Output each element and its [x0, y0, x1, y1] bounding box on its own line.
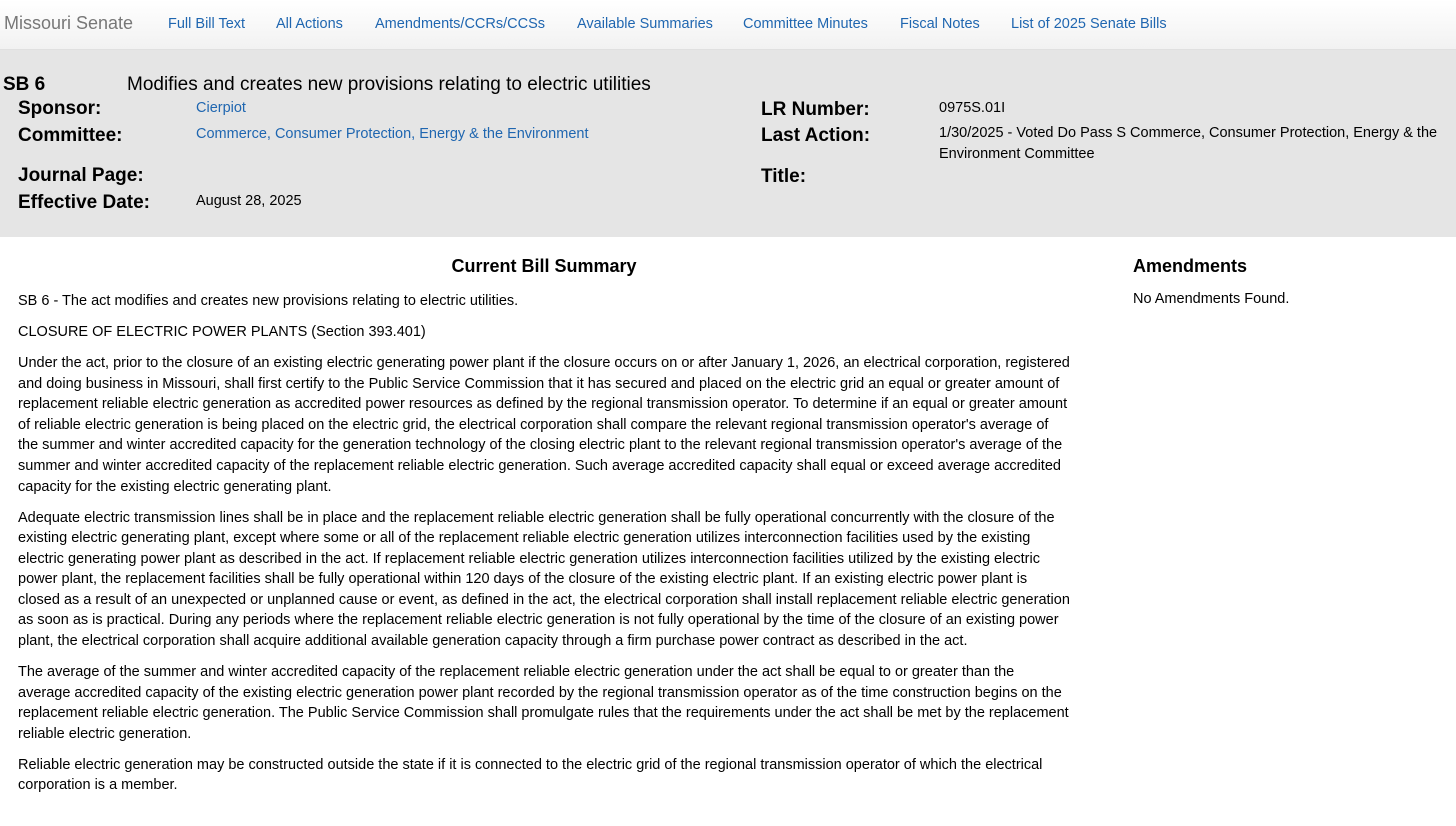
summary-paragraph: Reliable electric generation may be constructed outside the state if it is connected to the electric grid of the regional transmission operator of which the electrical corporation is a member. [18, 756, 1043, 794]
nav-link-senate-bills-list[interactable]: List of 2025 Senate Bills [1011, 16, 1167, 32]
nav-link-amendments[interactable]: Amendments/CCRs/CCSs [375, 16, 546, 32]
summary-paragraph: Under the act, prior to the closure of an existing electric generating power plant if the closure occurs on or after January 1, 2026, an electrical corporation, registered and doing business in Missouri, shall first certify to the Public Service Commission that it has secured and placed on the electric grid an equal or greater amount of replacement reliable electric generation as accredited power resources as defined by the regional transmission operator. To determine if an equal or greater amount of reliable electric generation is being placed on the electric grid, the electrical corporation shall compare the relevant regional transmission operator's average of the summer and winter accredited capacity for the generation technology of the closing electric plant to the relevant regional transmission operator's average of the summer and winter accredited capacity of the replacement reliable electric generation. Such average accredited capacity shall equal or exceed average accredited capacity for the existing electric generating plant. [18, 354, 1070, 495]
nav-link-committee-minutes[interactable]: Committee Minutes [743, 16, 868, 32]
summary-paragraph: CLOSURE OF ELECTRIC POWER PLANTS (Section 393.401) [18, 323, 426, 340]
bill-header [0, 50, 1456, 237]
lr-number-value: 0975S.01I [939, 100, 1006, 116]
nav-link-available-summaries[interactable]: Available Summaries [577, 16, 713, 32]
committee-label: Committee: [18, 125, 123, 146]
bill-summary-section [18, 256, 1070, 806]
summary-paragraph: SB 6 - The act modifies and creates new provisions relating to electric utilities. [18, 293, 519, 309]
amendments-section [1133, 256, 1433, 307]
nav-link-all-actions[interactable]: All Actions [276, 16, 343, 32]
amendments-heading: Amendments [1133, 256, 1248, 276]
effective-date-label: Effective Date: [18, 192, 150, 213]
bill-number: SB 6 [3, 74, 46, 95]
lr-number-label: LR Number: [761, 99, 870, 120]
summary-paragraph: The average of the summer and winter accredited capacity of the replacement reliable electric generation under the act shall be equal to or greater than the average accredited capacity of the existing electric generation power plant recorded by the regional transmission operator as of the time construction begins on the replacement reliable electric generation. The Public Service Commission shall promulgate rules that the requirements under the act shall be met by the replacement reliable electric generation. [18, 664, 1069, 742]
sponsor-label: Sponsor: [18, 98, 102, 119]
journal-page-label: Journal Page: [18, 165, 144, 186]
amendments-status: No Amendments Found. [1133, 291, 1290, 307]
summary-paragraph: Adequate electric transmission lines shall be in place and the replacement reliable electric generation shall be fully operational concurrently with the closure of the existing electric generating plant, except where some or all of the replacement reliable electric generation utilizes interconnection facilities used by the existing electric generating power plant as described in the act. If replacement reliable electric generation utilizes interconnection facilities utilized by the existing electric power plant, the replacement facilities shall be fully operational within 120 days of the closure of the existing electric plant. If an existing electric power plant is closed as a result of an unexpected or unplanned cause or event, as defined in the act, the electrical corporation shall install replacement reliable electric generation as soon as is practical. During any periods where the replacement reliable electric generation is not fully operational by the time of the closure of an existing power plant, the electrical corporation shall acquire additional available generation capacity through a firm purchase power contract as described in the act. [18, 509, 1070, 650]
nav-link-fiscal-notes[interactable]: Fiscal Notes [900, 16, 980, 32]
bill-description: Modifies and creates new provisions relating to electric utilities [127, 74, 651, 95]
top-navbar [0, 0, 1456, 50]
committee-link[interactable]: Commerce, Consumer Protection, Energy & the Environment [196, 126, 589, 142]
sponsor-link[interactable]: Cierpiot [196, 100, 246, 116]
site-brand[interactable]: Missouri Senate [4, 13, 134, 33]
last-action-value: 1/30/2025 - Voted Do Pass S Commerce, Consumer Protection, Energy & the Environment Committee [939, 125, 1438, 162]
summary-heading: Current Bill Summary [451, 256, 637, 276]
title-label: Title: [761, 166, 807, 187]
effective-date-value: August 28, 2025 [196, 193, 302, 209]
nav-link-full-bill-text[interactable]: Full Bill Text [168, 16, 246, 32]
last-action-label: Last Action: [761, 125, 871, 146]
